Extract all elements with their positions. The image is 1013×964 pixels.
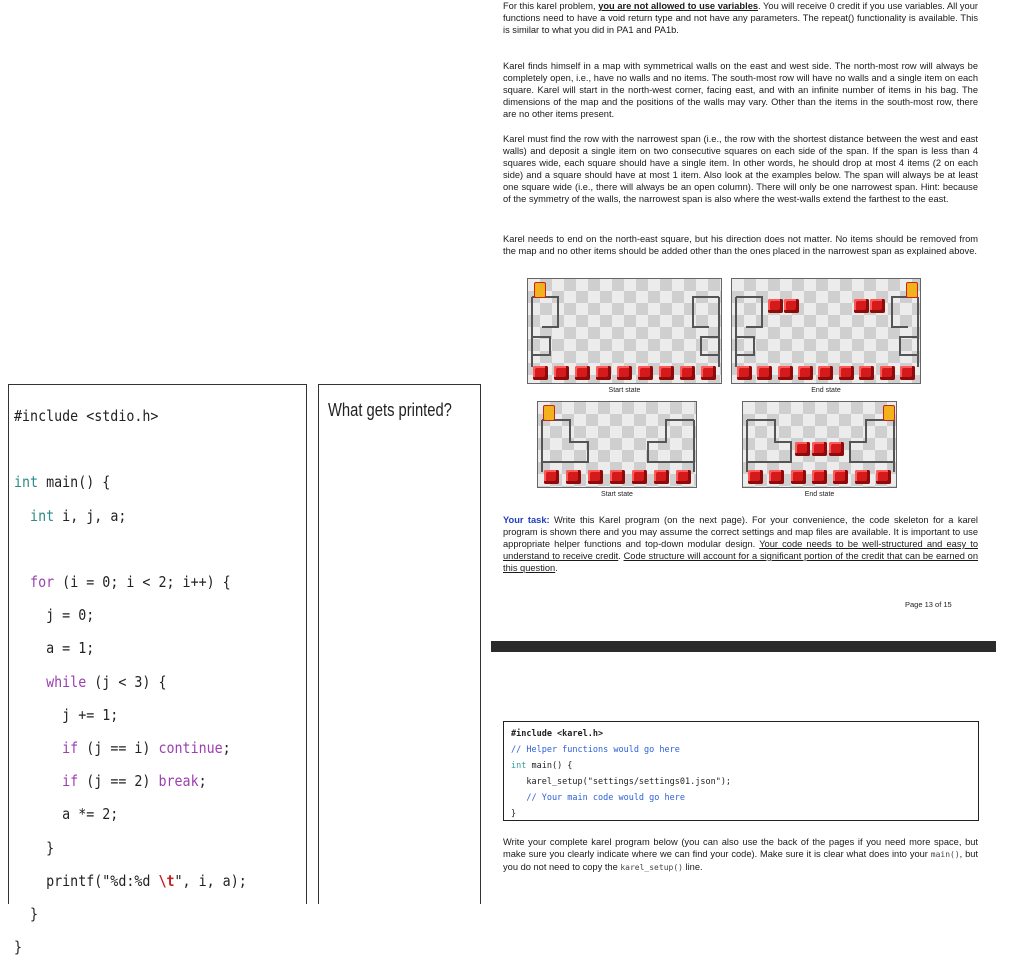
code-line: a = 1; [14,639,95,658]
item-icon [566,470,581,484]
caption-start-1: Start state [608,387,641,394]
caption-end-1: End state [811,387,841,394]
item-icon [859,366,874,380]
code-line: j = 0; [14,606,95,625]
item-icon [575,366,590,380]
code-line: #include <stdio.h> [14,407,159,425]
code-line: for (i = 0; i < 2; i++) { [30,573,231,592]
answer-panel [318,384,481,904]
item-icon [795,442,810,456]
karel-robot-icon [883,405,895,421]
item-icon [829,442,844,456]
code-line: a *= 2; [14,805,119,824]
item-icon [870,299,885,313]
answer-prompt: What gets printed? [328,400,452,420]
item-icon [659,366,674,380]
item-icon [757,366,772,380]
item-icon [737,366,752,380]
code-line: int main() { [14,473,111,492]
item-icon [596,366,611,380]
karel-robot-icon [906,282,918,298]
karel-skeleton-code: #include <karel.h> // Helper functions would go here int main() { karel_setup("settings/settings01.json"); // Your main code would go here } [511,729,732,819]
item-icon [701,366,716,380]
item-icon [818,366,833,380]
end-condition-paragraph: Karel needs to end on the north-east square, but his direction does not matter. No items should be removed from the map and no other items should be added other than the ones placed in the narrowest span as explained above. [503,234,978,256]
item-icon [632,470,647,484]
item-row [528,363,721,383]
code-line: int i, j, a; [30,506,127,525]
item-row [743,467,896,487]
karel-map-end-2 [742,401,897,488]
item-row [732,363,920,383]
page-divider [491,641,996,652]
item-icon [880,366,895,380]
code-line: while (j < 3) { [46,672,167,691]
item-icon [876,470,891,484]
karel-map-end-1 [731,278,921,384]
item-icon [900,366,915,380]
code-line: if (j == 2) break; [62,772,207,791]
item-icon [588,470,603,484]
karel-robot-icon [543,405,555,421]
code-line: printf("%d:%d \t", i, a); [14,871,247,890]
item-icon [610,470,625,484]
c-code-listing [14,400,247,964]
item-icon [676,470,691,484]
item-icon [544,470,559,484]
item-icon [791,470,806,484]
item-icon [617,366,632,380]
item-icon [533,366,548,380]
item-icon [812,470,827,484]
item-icon [638,366,653,380]
intro-paragraph: For this karel problem, you are not allowed to use variables. You will receive 0 credit if you use variables. All your functions need to have a void return type and not have any parameters. The repeat() functionality is available. This is similar to what you did in PA1 and PA1b. [503,1,978,35]
code-line: if (j == i) continue; [62,739,231,758]
code-line: j += 1; [14,705,119,724]
item-icon [855,470,870,484]
task-paragraph: Your task: Write this Karel program (on the next page). For your convenience, the code skeleton for a karel program is shown there and you may assume the correct settings and map files are available. It is important to use appropriate helper functions and top-down modular design. Your code needs to be well-structured and easy to understand to receive credit. Code structure will account for a significant portion of the credit that can be earned on this question. [503,515,979,573]
item-icon [680,366,695,380]
item-icon [769,470,784,484]
item-icon [654,470,669,484]
page-number: Page 13 of 15 [905,600,952,609]
code-line: } [14,905,39,924]
item-row [538,467,696,487]
item-icon [778,366,793,380]
item-icon [839,366,854,380]
narrowest-span-paragraph: Karel must find the row with the narrowest span (i.e., the row with the shortest distance between the west and east walls) and deposit a single item on two consecutive squares on each side of the span. If the span is less than 4 squares wide, each square should have a single item. In other words, he should drop at most 4 items (2 on each side) and a square should have at most 1 item. Also look at the examples below. The span will always be at least one square wide (i.e., there will always be an open column). There will only be one narrowest span. Hint: because of the symmetry of the walls, the narrowest span is also where the west-walls extend the farthest to the east. [503,134,978,204]
caption-end-2: End state [804,491,835,498]
karel-map-start-1 [527,278,722,384]
item-icon [784,299,799,313]
map-description-paragraph: Karel finds himself in a map with symmetrical walls on the east and west side. The north-most row will always be completely open, i.e., have no walls and no items. The south-most row will have no walls and a single item on each square. Karel will start in the north-west corner, facing east, and with an infinite number of items in his bag. The dimensions of the map and the positions of the walls may vary. Other than the items in the south-most row, there are no other items present. [503,61,978,119]
caption-start-2: Start state [601,491,633,498]
item-icon [748,470,763,484]
karel-robot-icon [534,282,546,298]
code-line: } [14,838,55,857]
item-icon [768,299,783,313]
code-line: } [14,938,23,957]
item-icon [554,366,569,380]
instructions-paragraph: Write your complete karel program below (you can also use the back of the pages if you need more space, but make sure you clearly indicate where we can find your code). Make sure it is clear what does into your main(), but you do not need to copy the karel_setup() line. [503,837,978,872]
karel-map-start-2 [537,401,697,488]
item-icon [854,299,869,313]
item-icon [798,366,813,380]
item-icon [812,442,827,456]
item-icon [833,470,848,484]
